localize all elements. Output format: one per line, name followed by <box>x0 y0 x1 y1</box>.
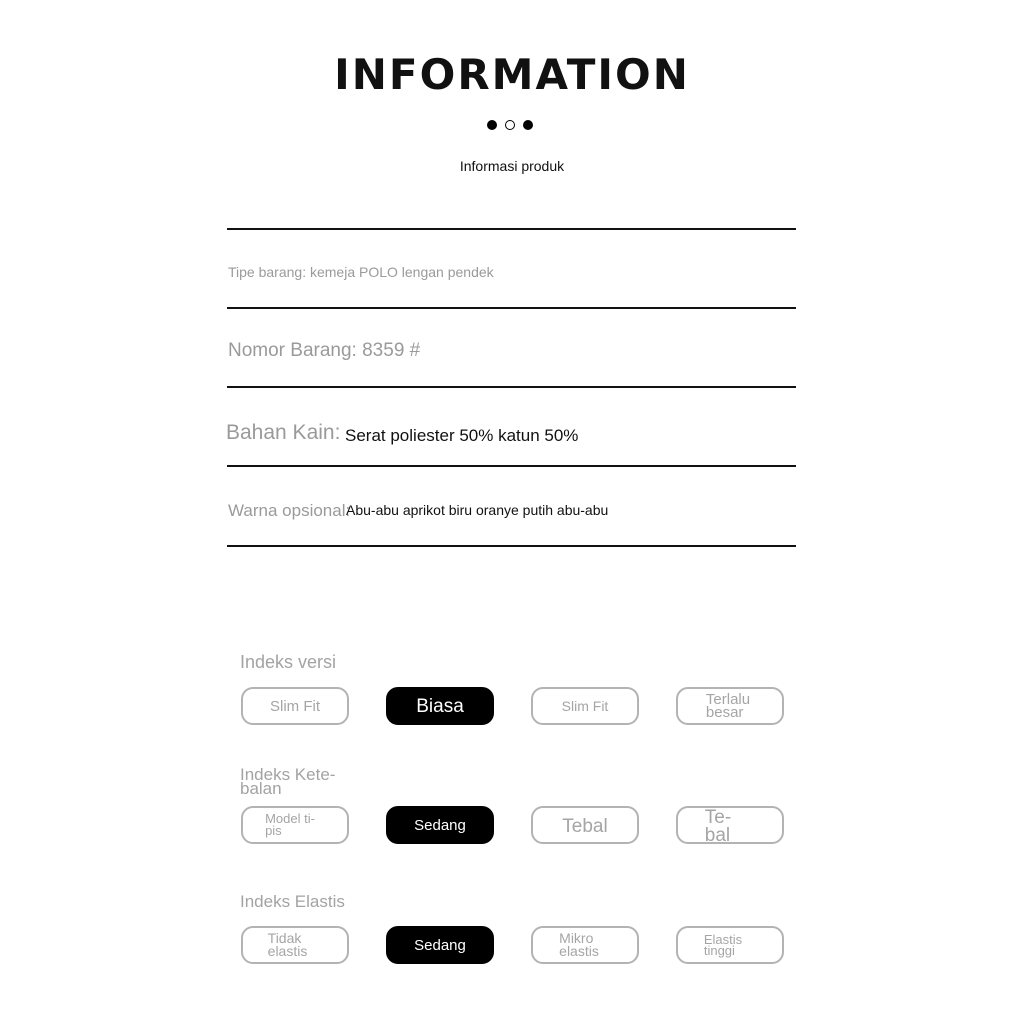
option-terlalu-besar[interactable] <box>676 687 784 725</box>
option-line: tinggi <box>703 943 735 958</box>
option-tebal-2[interactable] <box>676 806 784 844</box>
elastic-index-label: Indeks Elastis <box>240 892 345 911</box>
option-line: bal <box>704 825 731 846</box>
label-line: Indeks Kete- <box>240 765 336 784</box>
option-biasa[interactable]: Biasa <box>386 687 494 725</box>
thickness-index-label <box>240 765 336 798</box>
option-line: Model ti- <box>265 811 315 826</box>
option-tebal[interactable]: Tebal <box>531 806 639 844</box>
option-sedang-thickness[interactable]: Sedang <box>386 806 494 844</box>
dot-hollow-icon <box>505 120 515 130</box>
option-line: Elastis <box>703 932 743 947</box>
divider <box>227 307 796 309</box>
option-label <box>265 813 315 837</box>
divider <box>227 465 796 467</box>
pagination-dots <box>487 120 533 130</box>
option-line: Te- <box>704 807 732 828</box>
label-line: balan <box>240 779 282 798</box>
option-mikro-elastis[interactable] <box>531 926 639 964</box>
option-line: elastis <box>559 943 599 959</box>
fabric-value: Serat poliester 50% katun 50% <box>345 426 579 445</box>
option-line: elastis <box>267 943 308 959</box>
option-line: Tidak <box>267 930 302 946</box>
option-model-tipis[interactable] <box>241 806 349 844</box>
divider <box>227 386 796 388</box>
item-type-label: Tipe barang: kemeja POLO lengan pendek <box>228 264 494 280</box>
divider <box>227 545 796 547</box>
page-title: INFORMATION <box>334 50 690 99</box>
option-label <box>268 932 308 958</box>
dot-filled-icon <box>523 120 533 130</box>
option-tidak-elastis[interactable] <box>241 926 349 964</box>
dot-filled-icon <box>487 120 497 130</box>
color-options-label: Warna opsional: <box>228 501 351 520</box>
divider <box>227 228 796 230</box>
option-label <box>705 809 731 845</box>
version-index-label: Indeks versi <box>240 652 337 672</box>
option-elastis-tinggi[interactable] <box>676 926 784 964</box>
fabric-label: Bahan Kain: <box>226 421 341 444</box>
option-label <box>559 932 599 958</box>
option-line: Mikro <box>559 930 594 946</box>
color-options-value: Abu-abu aprikot biru oranye putih abu-abu <box>346 502 609 518</box>
option-slim-fit[interactable]: Slim Fit <box>241 687 349 725</box>
option-slim-fit-2[interactable]: Slim Fit <box>531 687 639 725</box>
item-number-label: Nomor Barang: 8359 # <box>228 340 421 361</box>
option-label: Terlalu besar <box>705 691 751 721</box>
page-subtitle: Informasi produk <box>459 158 565 174</box>
option-line: pis <box>265 823 282 838</box>
option-sedang-elastic[interactable]: Sedang <box>386 926 494 964</box>
option-label <box>704 934 742 956</box>
